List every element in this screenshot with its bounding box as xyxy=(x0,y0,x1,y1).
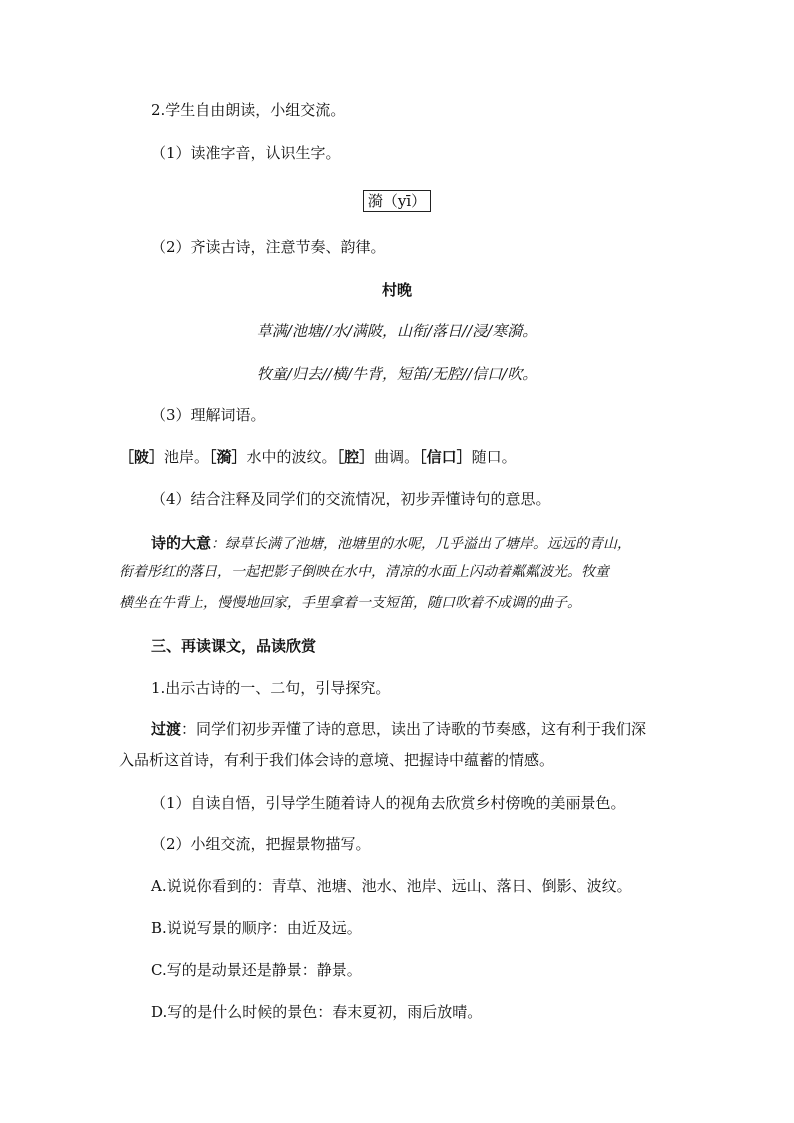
poem-meaning-label: 诗的大意 xyxy=(151,534,212,552)
poem-meaning-line-2: 衔着彤红的落日，一起把影子倒映在水中，清凉的水面上闪动着粼粼波光。牧童 xyxy=(119,564,609,580)
point-b: B.说说写景的顺序：由近及远。 xyxy=(151,919,362,937)
transition-line-2: 入品析这首诗，有利于我们体会诗的意境、把握诗中蕴蓄的情感。 xyxy=(119,751,555,769)
step-2-heading: 2.学生自由朗读，小组交流。 xyxy=(151,101,346,119)
point-d: D.写的是什么时候的景色：春末夏初，雨后放晴。 xyxy=(151,1003,483,1021)
point-c: C.写的是动景还是静景：静景。 xyxy=(151,961,362,979)
poem-line-1: 草满/池塘//水/满陂，山衔/落日//浸/寒漪。 xyxy=(256,322,538,340)
transition-label: 过渡 xyxy=(151,720,182,738)
self-read-item: （1）自读自悟，引导学生随着诗人的视角去欣赏乡村傍晚的美丽景色。 xyxy=(151,794,626,812)
vocab-definition: 曲调。 xyxy=(374,448,420,466)
poem-line-2: 牧童/归去//横/牛背，短笛/无腔//信口/吹。 xyxy=(256,365,538,383)
vocab-definition: 随口。 xyxy=(471,448,517,466)
group-discussion-item: （2）小组交流，把握景物描写。 xyxy=(151,835,371,853)
combine-notes-item: （4）结合注释及同学们的交流情况，初步弄懂诗句的意思。 xyxy=(151,490,551,508)
vocab-term: ［漪］ xyxy=(209,448,247,466)
read-poem-item: （2）齐读古诗，注意节奏、韵律。 xyxy=(151,238,386,256)
section-3-heading: 三、再读课文，品读欣赏 xyxy=(151,637,317,655)
understand-words-item: （3）理解词语。 xyxy=(151,406,266,424)
new-character-box-row xyxy=(119,190,675,212)
poem-meaning-text: ：绿草长满了池塘，池塘里的水呢，几乎溢出了塘岸。远远的青山， xyxy=(211,536,632,552)
transition-line-1 xyxy=(151,719,646,739)
step-1-item: 1.出示古诗的一、二句，引导探究。 xyxy=(151,679,391,697)
poem-meaning-line-3: 横坐在牛背上，慢慢地回家，手里拿着一支短笛，随口吹着不成调的曲子。 xyxy=(119,595,581,611)
transition-text: ：同学们初步弄懂了诗的意思，读出了诗歌的节奏感，这有利于我们深 xyxy=(181,720,647,738)
point-a: A.说说你看到的：青草、池塘、池水、池岸、远山、落日、倒影、波纹。 xyxy=(151,877,632,895)
vocab-definition: 水中的波纹。 xyxy=(246,448,337,466)
poem-meaning-line-1 xyxy=(151,533,631,554)
read-pronunciation-item: （1）读准字音，认识生字。 xyxy=(151,144,341,162)
vocab-term: ［陂］ xyxy=(119,448,165,466)
vocab-term: ［腔］ xyxy=(336,448,375,466)
poem-title: 村晚 xyxy=(381,281,412,299)
vocab-term: ［信口］ xyxy=(419,448,472,466)
new-character-box: 漪（yī） xyxy=(363,190,431,212)
vocab-glossary xyxy=(119,447,517,467)
vocab-definition: 池岸。 xyxy=(164,448,210,466)
